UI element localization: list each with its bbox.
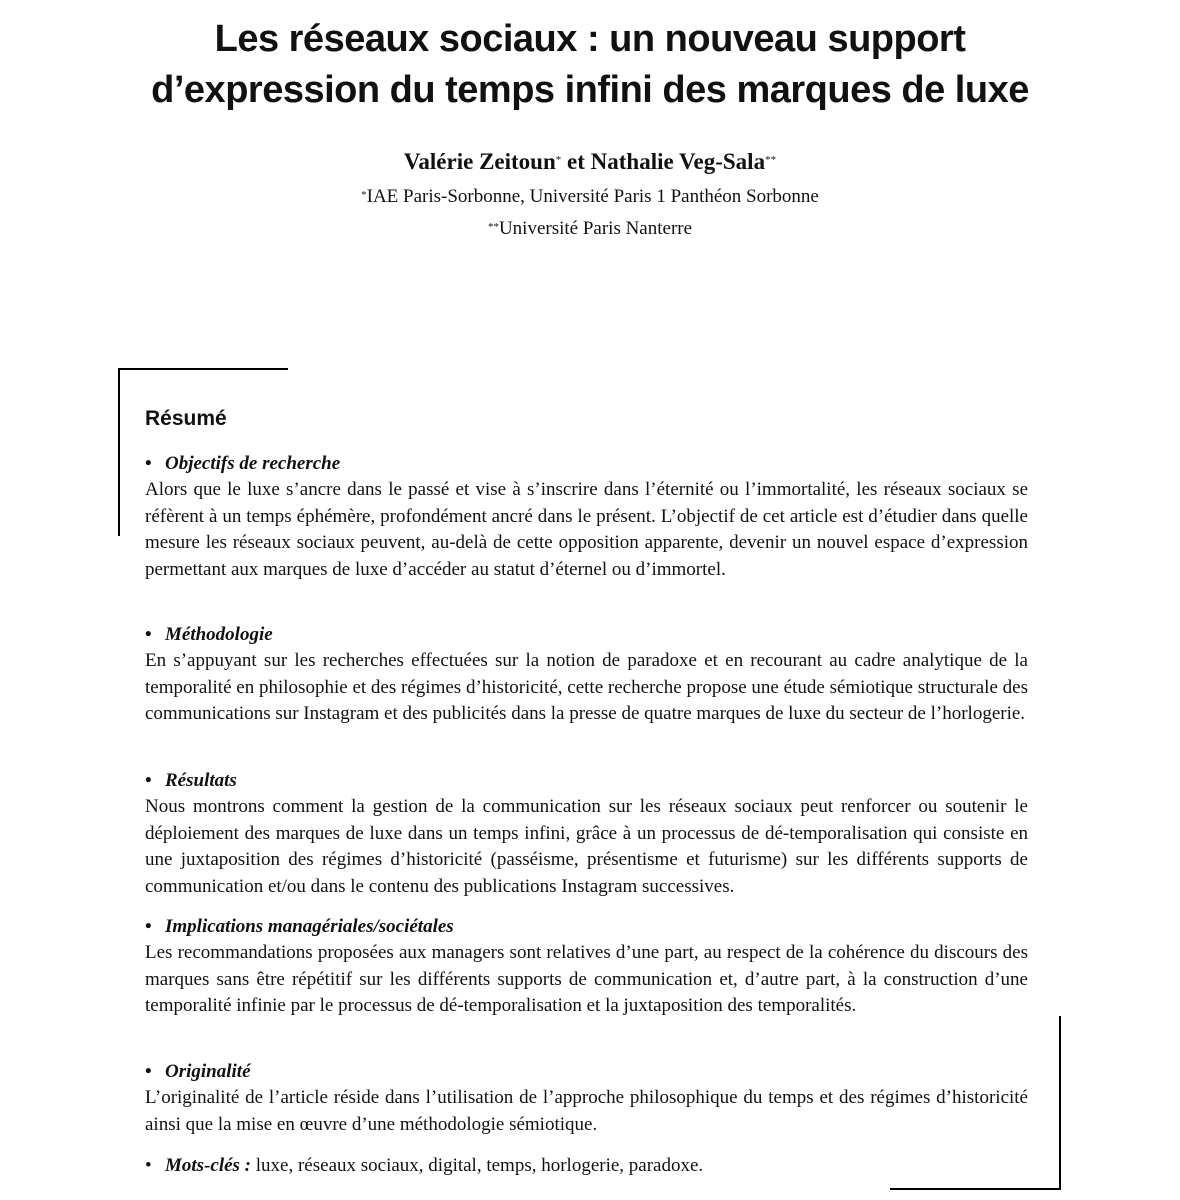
section-text: En s’appuyant sur les recherches effectuées sur la notion de paradoxe et en recourant au cadre analytique de la temporalité en philosophie et des régimes d’historicité, cette recherche propose une étude sémiotique structurale des communications sur Instagram et des publicités dans la presse de quatre marques de luxe du secteur de l’horlogerie. — [145, 650, 1028, 724]
section-text: Alors que le luxe s’ancre dans le passé et vise à s’inscrire dans l’éternité ou l’immortalité, les réseaux sociaux se réfèrent à un temps éphémère, profondément ancré dans le présent. L’objectif de cet article est d’étudier dans quelle mesure les réseaux sociaux peuvent, au-delà de cette opposition apparente, devenir un nouvel espace d’expression permettant aux marques de luxe d’accéder au statut d’éternel ou d’immortel. — [145, 479, 1028, 580]
bullet-icon: • — [145, 916, 152, 937]
section-title: Objectifs de recherche — [165, 453, 341, 474]
abstract-section-originality — [145, 1059, 1028, 1138]
abstract-section-objectives — [145, 451, 1028, 583]
affiliation-marker: ** — [487, 221, 499, 233]
affiliation-marker: * — [361, 189, 367, 201]
keywords-label: Mots-clés : — [165, 1155, 252, 1176]
abstract-section-implications — [145, 914, 1028, 1020]
affiliation-marker: ** — [765, 154, 777, 166]
corner-bracket-top-vertical — [118, 368, 120, 536]
section-heading — [145, 768, 1028, 794]
section-text: Les recommandations proposées aux managers sont relatives d’une part, au respect de la cohérence du discours des marques sans être répétitif sur les différents supports de communication et, d’autre part, à la construction d’une temporalité infinie par le processus de dé-temporalisation et la juxtaposition des temporalités. — [145, 942, 1028, 1016]
author-conjunction: et — [561, 149, 591, 174]
bullet-icon: • — [145, 770, 152, 791]
title-line-1: Les réseaux sociaux : un nouveau support — [214, 18, 966, 60]
affiliation-2 — [0, 217, 1180, 241]
title-line-2: d’expression du temps infini des marques de luxe — [151, 69, 1029, 111]
affiliation-marker: * — [555, 154, 562, 166]
affiliation-1 — [0, 185, 1180, 209]
section-heading — [145, 451, 1028, 477]
author-name: Valérie Zeitoun — [403, 149, 556, 174]
keywords-line — [145, 1153, 1028, 1179]
bullet-icon: • — [145, 453, 152, 474]
abstract-keywords — [145, 1153, 1028, 1179]
author-line — [0, 147, 1180, 177]
affiliation-text: Université Paris Nanterre — [498, 218, 693, 239]
corner-bracket-top-horizontal — [118, 368, 288, 370]
section-title: Implications managériales/sociétales — [165, 916, 454, 937]
author-name: Nathalie Veg-Sala — [590, 149, 766, 174]
bullet-icon: • — [145, 1155, 152, 1176]
bullet-icon: • — [145, 624, 152, 645]
corner-bracket-bottom-vertical — [1059, 1016, 1061, 1190]
section-heading — [145, 622, 1028, 648]
bullet-icon: • — [145, 1061, 152, 1082]
section-heading — [145, 914, 1028, 940]
section-title: Résultats — [165, 770, 237, 791]
affiliation-text: IAE Paris-Sorbonne, Université Paris 1 Panthéon Sorbonne — [366, 186, 819, 207]
section-text: L’originalité de l’article réside dans l’utilisation de l’approche philosophique du temps et des régimes d’historicité ainsi que la mise en œuvre d’une méthodologie sémiotique. — [145, 1087, 1028, 1135]
section-title: Méthodologie — [165, 624, 273, 645]
article-title — [0, 14, 1180, 116]
abstract-section-results — [145, 768, 1028, 900]
section-title: Originalité — [165, 1061, 251, 1082]
section-heading — [145, 1059, 1028, 1085]
abstract-heading: Résumé — [145, 407, 227, 430]
section-text: Nous montrons comment la gestion de la communication sur les réseaux sociaux peut renforcer ou soutenir le déploiement des marques de luxe dans un temps infini, grâce à un processus de dé-temporalisation qui consiste en une juxtaposition des régimes d’historicité (passéisme, présentisme et futurisme) sur les différents supports de communication et/ou dans le contenu des publications Instagram successives. — [145, 796, 1028, 897]
abstract-section-methodology — [145, 622, 1028, 728]
keywords-text: luxe, réseaux sociaux, digital, temps, horlogerie, paradoxe. — [251, 1155, 704, 1176]
corner-bracket-bottom-horizontal — [890, 1188, 1061, 1190]
